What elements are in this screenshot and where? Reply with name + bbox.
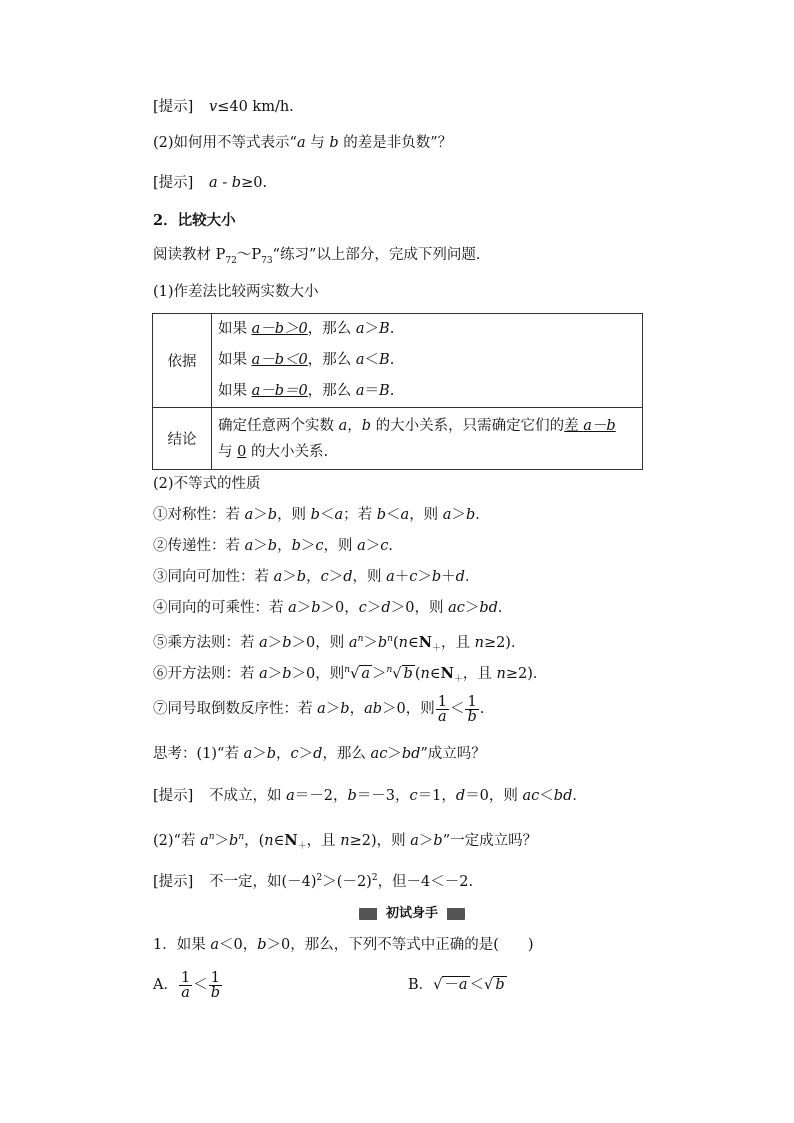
hint-line-1: [提示] v≤40 km/h. xyxy=(153,99,294,115)
property-multiplicativity: ④同向的可乘性：若 a＞b＞0，c＞d＞0，则 ac＞bd． xyxy=(153,600,513,616)
section-banner xyxy=(359,906,465,922)
basis-row: 如果 a－b＞0，那么 a＞B. xyxy=(218,321,395,337)
subsection-difference-method: (1)作差法比较两实数大小 xyxy=(153,284,319,300)
section-heading-compare: 2．比较大小 xyxy=(153,212,236,229)
comparison-table xyxy=(152,313,643,470)
exercise-question-1: 1．如果 a＜0，b＞0，那么，下列不等式中正确的是( ) xyxy=(153,937,534,953)
exercise-option-a: A． $\frac{1}{a}$ ＜ $\frac{1}{b}$ xyxy=(153,969,221,1001)
hint-label: [提示] xyxy=(153,99,194,115)
basis-cell xyxy=(212,314,643,408)
exercise-option-b: B．√ －a ＜√ b xyxy=(408,977,505,993)
property-power: ⑤乘方法则：若 a＞b＞0，则 $a^n>b^n(n\in N_+$，且 n≥2)． xyxy=(153,633,526,654)
hint-line-3: [提示] 不成立，如 a＝－2，b＝－3，c＝1，d＝0，则 ac＜bd． xyxy=(153,788,587,804)
basis-row: 如果 a－b＜0，那么 a＜B. xyxy=(218,352,395,368)
banner-title: 初试身手 xyxy=(377,906,447,922)
think-question-2: (2)“若 $a^n>b^n$，($n\in N_+$，且 n≥2)，则 a＞b”一定成立吗？ xyxy=(153,831,538,852)
basis-row: 如果 a－b＝0，那么 a＝B. xyxy=(218,383,395,399)
hint-label: [提示] xyxy=(153,788,194,804)
subsection-properties: (2)不等式的性质 xyxy=(153,476,261,492)
property-additivity: ③同向可加性：若 a＞b，c＞d，则 a＋c＞b＋d． xyxy=(153,569,480,585)
property-reciprocal: ⑦同号取倒数反序性：若 a＞b，ab＞0，则 $\frac{1}{a}$ ＜ $\frac{1}{b}$ . xyxy=(153,693,485,725)
reading-instruction: 阅读教材 $P_{72}\sim P_{73}“$练习”以上部分，完成下列问题． xyxy=(153,247,491,266)
think-question-1: 思考：(1)“若 a＞b，c＞d，那么 ac＞bd”成立吗？ xyxy=(153,746,486,762)
property-symmetry: ①对称性：若 a＞b，则 b＜a；若 b＜a，则 a＞b． xyxy=(153,507,490,523)
conclusion-cell: 确定任意两个实数 a，b 的大小关系，只需确定它们的差 a－b 与 0 的大小关系. xyxy=(212,408,643,470)
conclusion-label: 结论 xyxy=(153,408,212,470)
basis-label: 依据 xyxy=(153,314,212,408)
hint-line-2: [提示] a - b≥0. xyxy=(153,175,268,191)
hint-label: [提示] xyxy=(153,873,194,890)
question-2: (2)如何用不等式表示“a 与 b 的差是非负数”？ xyxy=(153,135,453,151)
property-transitivity: ②传递性：若 a＞b，b＞c，则 a＞c． xyxy=(153,538,403,554)
hint-label: [提示] xyxy=(153,175,194,191)
property-root: ⑥开方法则：若 a＞b＞0，则$^n$√ a ＞$^n$√ b ($n\in N_+$，且 n≥2)． xyxy=(153,664,548,685)
hint-line-4: [提示] 不一定，如$(-4)^2>(-2)^2$，但－4＜－2. xyxy=(153,873,474,890)
